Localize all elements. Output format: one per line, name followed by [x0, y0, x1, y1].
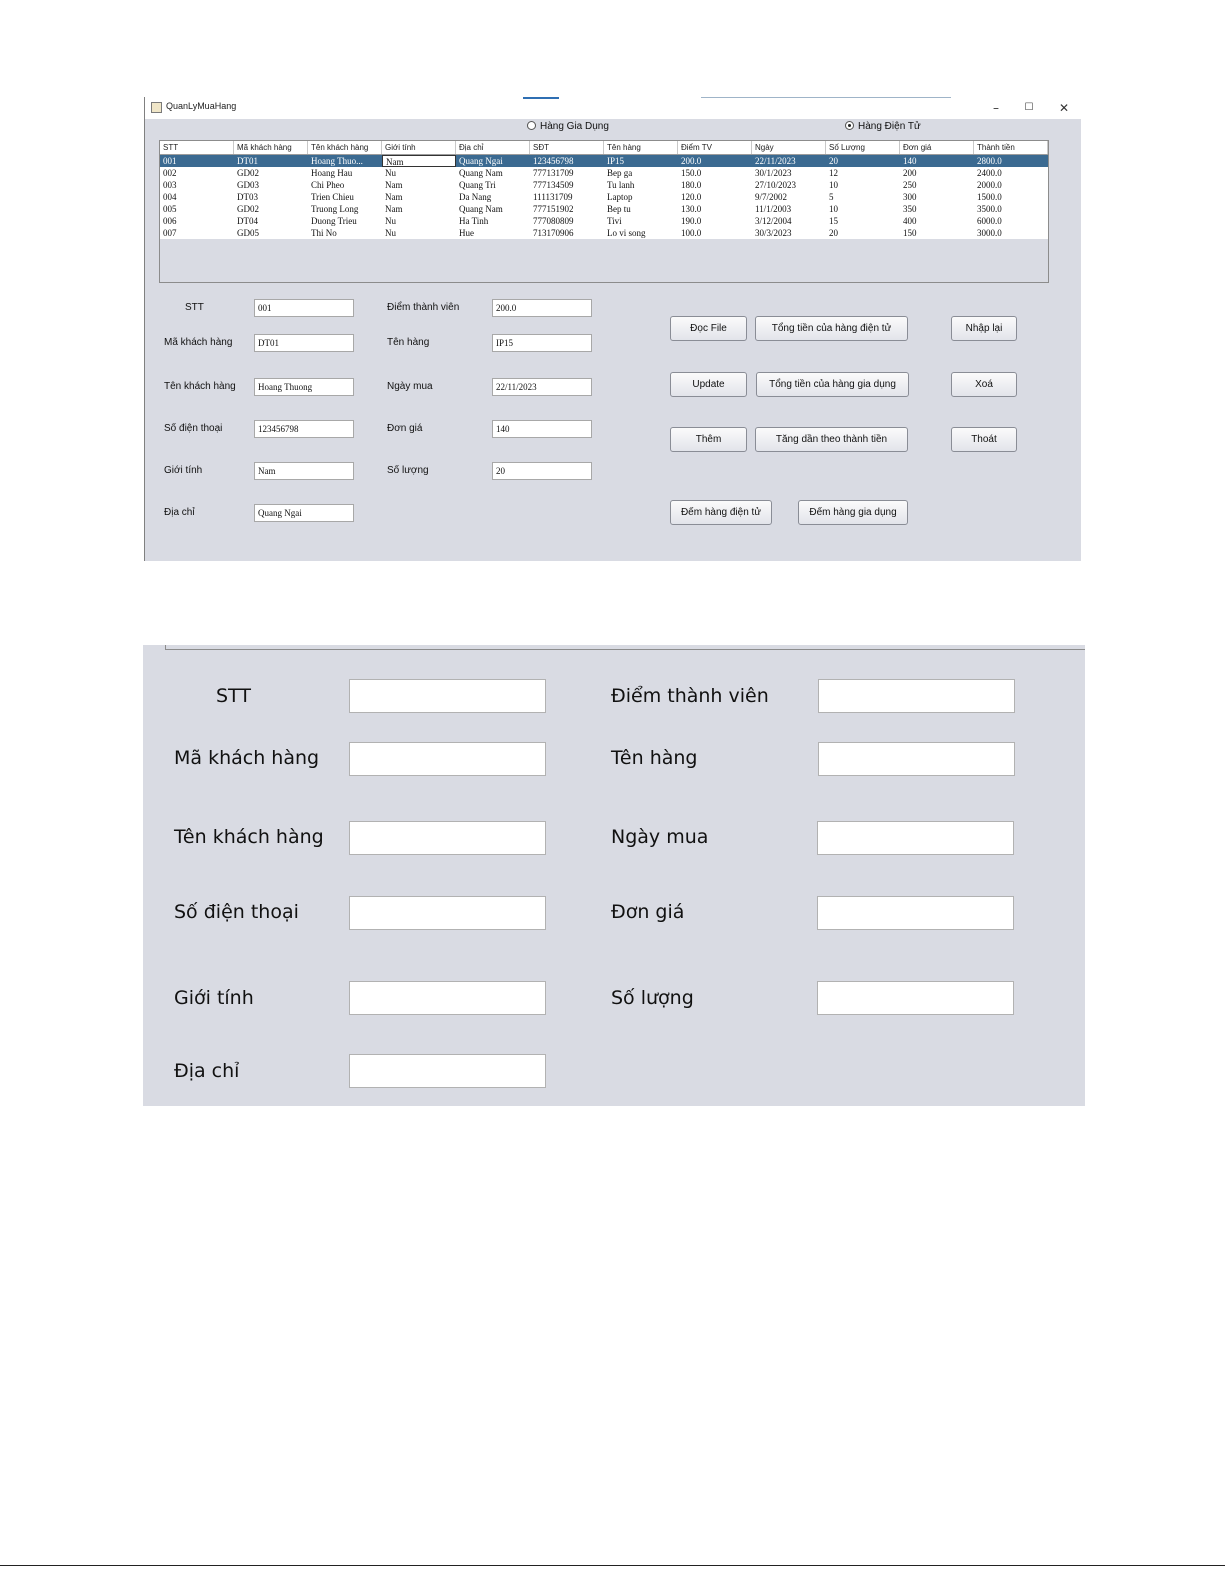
diem-thanh-vien-label: Điểm thành viên: [387, 302, 460, 313]
java-app-icon: [151, 102, 162, 113]
maximize-icon[interactable]: ☐: [1024, 102, 1034, 113]
table-cell[interactable]: 200.0: [681, 156, 702, 166]
table-cell[interactable]: DT03: [237, 192, 258, 202]
column-header[interactable]: Tên khách hàng: [308, 141, 382, 154]
radio-household-label: Hàng Gia Dụng: [540, 121, 609, 132]
zoom-ten-hang-label: Tên hàng: [611, 747, 698, 769]
ten-hang-label: Tên hàng: [387, 337, 430, 348]
title-bar: [145, 97, 1081, 119]
table-cell[interactable]: Tivi: [607, 216, 622, 226]
zoom-so-luong-label: Số lượng: [611, 987, 694, 1009]
table-cell[interactable]: 5: [829, 192, 834, 202]
table-row[interactable]: [160, 215, 1048, 227]
table-cell[interactable]: GD05: [237, 228, 259, 238]
table-row[interactable]: [160, 191, 1048, 203]
ma-khach-hang-input[interactable]: DT01: [254, 334, 354, 352]
table-cell[interactable]: 250: [903, 180, 917, 190]
table-cell-editing[interactable]: Nam: [382, 155, 456, 167]
app-window: [144, 97, 1081, 561]
table-cell[interactable]: 006: [163, 216, 177, 226]
table-cell[interactable]: 2800.0: [977, 156, 1002, 166]
minimize-icon[interactable]: –: [993, 101, 999, 115]
table-cell[interactable]: 10: [829, 204, 838, 214]
ten-khach-hang-label: Tên khách hàng: [164, 381, 236, 392]
column-header[interactable]: Số Lượng: [826, 141, 900, 154]
zoom-stt-input[interactable]: [349, 679, 546, 713]
table-cell[interactable]: Thi No: [311, 228, 337, 238]
table-cell[interactable]: 007: [163, 228, 177, 238]
column-header[interactable]: Tên hàng: [604, 141, 678, 154]
table-row[interactable]: [160, 203, 1048, 215]
gioi-tinh-input[interactable]: Nam: [254, 462, 354, 480]
radio-electronic[interactable]: [845, 121, 921, 132]
radio-electronic-label: Hàng Điện Tử: [858, 121, 921, 132]
zoom-dia-chi-label: Địa chỉ: [174, 1060, 240, 1082]
nhap-lai-button[interactable]: Nhập lại: [951, 316, 1017, 341]
table-cell[interactable]: 2000.0: [977, 180, 1002, 190]
sort-by-total-button[interactable]: Tăng dần theo thành tiền: [755, 427, 908, 452]
column-header[interactable]: Điểm TV: [678, 141, 752, 154]
table-cell[interactable]: Nu: [385, 216, 396, 226]
zoom-ten-khach-hang-label: Tên khách hàng: [174, 826, 324, 848]
table-cell[interactable]: DT01: [237, 156, 258, 166]
table-cell[interactable]: Hoang Thuo...: [311, 156, 363, 166]
table-row[interactable]: [160, 227, 1048, 239]
table-cell[interactable]: Truong Long: [311, 204, 359, 214]
table-cell[interactable]: 777131709: [533, 168, 574, 178]
page-bottom-rule: [0, 1565, 1225, 1566]
radio-electronic-indicator[interactable]: [845, 121, 854, 130]
dem-dien-tu-button[interactable]: Đếm hàng điện tử: [670, 500, 772, 525]
table-cell[interactable]: 100.0: [681, 228, 702, 238]
table-cell[interactable]: Nam: [385, 180, 403, 190]
table-cell[interactable]: 713170906: [533, 228, 574, 238]
table-cell[interactable]: 004: [163, 192, 177, 202]
table-cell[interactable]: 30/1/2023: [755, 168, 792, 178]
table-cell[interactable]: GD02: [237, 204, 259, 214]
so-luong-label: Số lượng: [387, 465, 429, 476]
table-cell[interactable]: 003: [163, 180, 177, 190]
table-cell[interactable]: Duong Trieu: [311, 216, 357, 226]
table-cell[interactable]: 130.0: [681, 204, 702, 214]
table-cell[interactable]: 12: [829, 168, 838, 178]
customer-table[interactable]: [159, 140, 1049, 283]
table-cell[interactable]: Hue: [459, 228, 474, 238]
don-gia-input[interactable]: 140: [492, 420, 592, 438]
table-cell[interactable]: 10: [829, 180, 838, 190]
table-cell[interactable]: Quang Nam: [459, 204, 503, 214]
radio-household-indicator[interactable]: [527, 121, 536, 130]
doc-file-button[interactable]: Đọc File: [670, 316, 747, 341]
diem-thanh-vien-input[interactable]: 200.0: [492, 299, 592, 317]
table-cell[interactable]: 140: [903, 156, 917, 166]
table-cell[interactable]: 123456798: [533, 156, 574, 166]
table-cell[interactable]: Nu: [385, 168, 396, 178]
dem-gia-dung-button[interactable]: Đếm hàng gia dụng: [798, 500, 908, 525]
table-header: [160, 141, 1048, 155]
zoom-gioi-tinh-input[interactable]: [349, 981, 546, 1015]
table-cell[interactable]: GD03: [237, 180, 259, 190]
column-header[interactable]: Mã khách hàng: [234, 141, 308, 154]
column-header[interactable]: STT: [160, 141, 234, 154]
table-cell[interactable]: Lo vi song: [607, 228, 646, 238]
zoom-ma-khach-hang-input[interactable]: [349, 742, 546, 776]
stt-input[interactable]: 001: [254, 299, 354, 317]
table-cell[interactable]: Nam: [385, 204, 403, 214]
zoom-so-dien-thoai-label: Số điện thoại: [174, 901, 299, 923]
zoom-ma-khach-hang-label: Mã khách hàng: [174, 747, 320, 769]
table-cell[interactable]: Ha Tinh: [459, 216, 489, 226]
table-cell[interactable]: 180.0: [681, 180, 702, 190]
so-dien-thoai-input[interactable]: 123456798: [254, 420, 354, 438]
table-cell[interactable]: Bep tu: [607, 204, 631, 214]
table-cell[interactable]: 200: [903, 168, 917, 178]
table-cell[interactable]: Nam: [385, 192, 403, 202]
table-cell[interactable]: 777134509: [533, 180, 574, 190]
gioi-tinh-label: Giới tính: [164, 465, 203, 476]
xoa-button[interactable]: Xoá: [951, 372, 1017, 397]
table-cell[interactable]: IP15: [607, 156, 625, 166]
zoomed-form-panel: [143, 645, 1085, 1106]
ngay-mua-label: Ngày mua: [387, 381, 433, 392]
so-dien-thoai-label: Số điện thoại: [164, 423, 223, 434]
column-header[interactable]: Ngày: [752, 141, 826, 154]
table-cell[interactable]: 777080809: [533, 216, 574, 226]
zoom-diem-thanh-vien-input[interactable]: [818, 679, 1015, 713]
ten-khach-hang-input[interactable]: Hoang Thuong: [254, 378, 354, 396]
table-cell[interactable]: 002: [163, 168, 177, 178]
table-cell[interactable]: 3/12/2004: [755, 216, 792, 226]
zoom-diem-thanh-vien-label: Điểm thành viên: [611, 685, 769, 707]
dia-chi-input[interactable]: Quang Ngai: [254, 504, 354, 522]
table-cell[interactable]: Bep ga: [607, 168, 633, 178]
table-cell[interactable]: 190.0: [681, 216, 702, 226]
dia-chi-label: Địa chỉ: [164, 507, 195, 518]
table-cell[interactable]: 111131709: [533, 192, 573, 202]
column-header[interactable]: SĐT: [530, 141, 604, 154]
table-cell[interactable]: 11/1/2003: [755, 204, 792, 214]
stt-label: STT: [185, 302, 204, 313]
table-cell[interactable]: 005: [163, 204, 177, 214]
table-row[interactable]: [160, 155, 1048, 167]
table-cell[interactable]: DT04: [237, 216, 258, 226]
table-cell[interactable]: 300: [903, 192, 917, 202]
zoom-don-gia-input[interactable]: [817, 896, 1014, 930]
table-cell[interactable]: 150.0: [681, 168, 702, 178]
table-cell[interactable]: Quang Tri: [459, 180, 496, 190]
table-cell[interactable]: Chi Pheo: [311, 180, 345, 190]
tong-tien-gia-dung-button[interactable]: Tổng tiền của hàng gia dụng: [756, 372, 909, 397]
table-cell[interactable]: Tu lanh: [607, 180, 635, 190]
close-icon[interactable]: ✕: [1058, 101, 1070, 115]
column-header[interactable]: Giới tính: [382, 141, 456, 154]
zoom-ten-khach-hang-input[interactable]: [349, 821, 546, 855]
ten-hang-input[interactable]: IP15: [492, 334, 592, 352]
table-cell[interactable]: 30/3/2023: [755, 228, 792, 238]
column-header[interactable]: Thành tiền: [974, 141, 1048, 154]
table-cell[interactable]: 150: [903, 228, 917, 238]
table-row[interactable]: [160, 179, 1048, 191]
table-cell[interactable]: 2400.0: [977, 168, 1002, 178]
column-header[interactable]: Đơn giá: [900, 141, 974, 154]
window-title: QuanLyMuaHang: [166, 101, 237, 111]
so-luong-input[interactable]: 20: [492, 462, 592, 480]
zoom-dia-chi-input[interactable]: [349, 1054, 546, 1088]
table-cell[interactable]: 15: [829, 216, 838, 226]
zoom-stt-label: STT: [216, 685, 251, 707]
them-button[interactable]: Thêm: [670, 427, 747, 452]
table-bottom-border: [165, 645, 1085, 650]
table-cell[interactable]: 3500.0: [977, 204, 1002, 214]
table-cell[interactable]: 400: [903, 216, 917, 226]
table-cell[interactable]: Quang Nam: [459, 168, 503, 178]
table-cell[interactable]: Laptop: [607, 192, 633, 202]
table-cell[interactable]: GD02: [237, 168, 259, 178]
table-cell[interactable]: 9/7/2002: [755, 192, 788, 202]
table-row[interactable]: [160, 167, 1048, 179]
table-cell[interactable]: 27/10/2023: [755, 180, 797, 190]
title-accent: [523, 97, 559, 99]
ma-khach-hang-label: Mã khách hàng: [164, 337, 233, 348]
zoom-don-gia-label: Đơn giá: [611, 901, 685, 923]
title-accent-line: [701, 97, 951, 98]
table-cell[interactable]: 777151902: [533, 204, 574, 214]
zoom-ten-hang-input[interactable]: [818, 742, 1015, 776]
thoat-button[interactable]: Thoát: [951, 427, 1017, 452]
tong-tien-dien-tu-button[interactable]: Tổng tiền của hàng điện tử: [755, 316, 908, 341]
table-cell[interactable]: 120.0: [681, 192, 702, 202]
radio-household[interactable]: [527, 121, 609, 132]
table-cell[interactable]: 350: [903, 204, 917, 214]
ngay-mua-input[interactable]: 22/11/2023: [492, 378, 592, 396]
table-cell[interactable]: Nu: [385, 228, 396, 238]
zoom-so-dien-thoai-input[interactable]: [349, 896, 546, 930]
table-cell[interactable]: 22/11/2023: [755, 156, 796, 166]
table-cell[interactable]: Hoang Hau: [311, 168, 353, 178]
update-button[interactable]: Update: [670, 372, 747, 397]
don-gia-label: Đơn giá: [387, 423, 423, 434]
zoom-gioi-tinh-label: Giới tính: [174, 987, 254, 1009]
table-cell[interactable]: Quang Ngai: [459, 156, 503, 166]
zoom-ngay-mua-label: Ngày mua: [611, 826, 709, 848]
zoom-ngay-mua-input[interactable]: [817, 821, 1014, 855]
zoom-so-luong-input[interactable]: [817, 981, 1014, 1015]
table-cell[interactable]: 20: [829, 228, 838, 238]
table-cell[interactable]: 6000.0: [977, 216, 1002, 226]
table-cell[interactable]: 3000.0: [977, 228, 1002, 238]
table-cell[interactable]: Da Nang: [459, 192, 492, 202]
table-cell[interactable]: Trien Chieu: [311, 192, 354, 202]
table-cell[interactable]: 1500.0: [977, 192, 1002, 202]
table-cell[interactable]: 20: [829, 156, 838, 166]
column-header[interactable]: Địa chỉ: [456, 141, 530, 154]
table-cell[interactable]: 001: [163, 156, 177, 166]
